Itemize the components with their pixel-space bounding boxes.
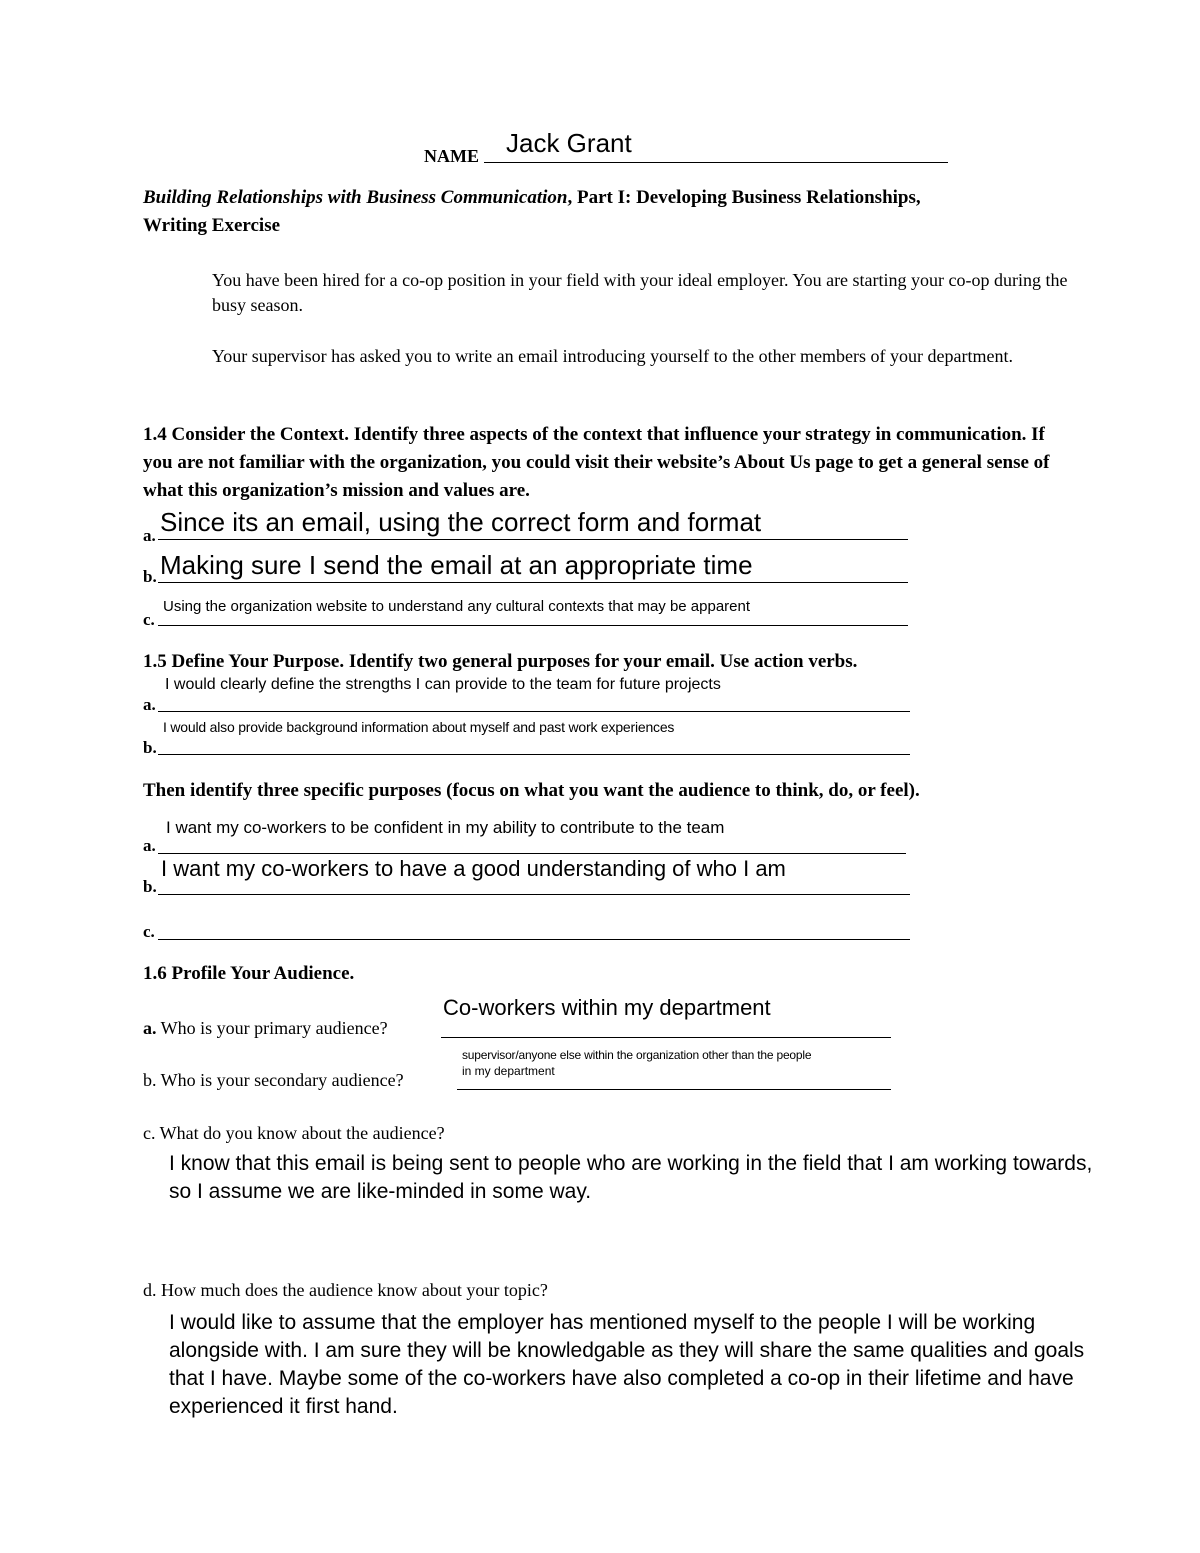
section-1-4-heading: 1.4 Consider the Context. Identify three aspects of the context that influence your strategy in communication. If you are not familiar with the organization, you could visit their website’s About Us page to get a general sense of what this organization’s mission and values are.: [143, 424, 1050, 501]
answer-1-5-b[interactable]: I would also provide background information about myself and past work experiences: [163, 719, 675, 735]
answer-1-5-specific-a[interactable]: I want my co-workers to be confident in my ability to contribute to the team: [166, 818, 725, 837]
topic-knowledge-question: d. How much does the audience know about your topic?: [143, 1280, 548, 1300]
topic-knowledge-answer[interactable]: I would like to assume that the employer has mentioned myself to the people I will be working alongside with. I am sure they will be knowledgable as they will share the same qualities and goals that I have. Maybe some of the co-workers have also completed a co-op in their lifetime and have experienced it first hand.: [169, 1311, 1085, 1418]
answer-line-1-4-a: [158, 539, 908, 540]
secondary-audience-question: b. Who is your secondary audience?: [143, 1070, 404, 1090]
document-title: [143, 184, 973, 240]
primary-audience-line: [441, 1037, 891, 1038]
answer-1-5-specific-b[interactable]: I want my co-workers to have a good understanding of who I am: [161, 856, 786, 881]
answer-label-1-5-specific-a: a.: [143, 836, 156, 855]
answer-line-1-5-b: [158, 754, 910, 755]
answer-1-4-b[interactable]: Making sure I send the email at an appropriate time: [160, 550, 753, 580]
answer-line-1-5-specific-b: [158, 894, 910, 895]
answer-1-4-c[interactable]: Using the organization website to understand any cultural contexts that may be apparent: [163, 598, 751, 615]
answer-line-1-4-c: [158, 625, 908, 626]
intro-paragraph-1: You have been hired for a co-op position in your field with your ideal employer. You are starting your co-op during the busy season.: [212, 270, 1068, 315]
answer-label-1-4-b: b.: [143, 567, 157, 586]
primary-audience-question: [143, 1018, 388, 1039]
secondary-audience-answer-line1[interactable]: supervisor/anyone else within the organization other than the people: [462, 1048, 812, 1062]
title-italic: Building Relationships with Business Communication: [143, 187, 568, 208]
name-label: NAME: [424, 146, 479, 166]
intro-paragraph-2: Your supervisor has asked you to write an email introducing yourself to the other members of your department.: [212, 346, 1013, 366]
answer-1-4-a[interactable]: Since its an email, using the correct form and format: [160, 507, 762, 537]
answer-label-1-4-c: c.: [143, 610, 155, 629]
title-rest: , Part I: Developing Business Relationships, Writing Exercise: [143, 187, 921, 236]
answer-line-1-5-specific-c: [158, 939, 910, 940]
secondary-audience-line: [457, 1089, 891, 1090]
primary-audience-question-text: Who is your primary audience?: [156, 1018, 388, 1038]
name-field[interactable]: Jack Grant: [506, 128, 632, 158]
audience-knowledge-answer[interactable]: I know that this email is being sent to people who are working in the field that I am working towards, so I assume we are like-minded in some way.: [169, 1152, 1093, 1203]
primary-audience-label: a.: [143, 1018, 157, 1038]
answer-label-1-5-a: a.: [143, 695, 156, 714]
primary-audience-answer[interactable]: Co-workers within my department: [443, 995, 771, 1020]
answer-1-5-a[interactable]: I would clearly define the strengths I can provide to the team for future projects: [165, 676, 721, 693]
answer-line-1-5-a: [158, 711, 910, 712]
name-underline: [484, 162, 948, 163]
answer-label-1-5-b: b.: [143, 738, 157, 757]
answer-line-1-5-specific-a: [158, 853, 906, 854]
answer-line-1-4-b: [158, 582, 908, 583]
section-1-5-heading: 1.5 Define Your Purpose. Identify two general purposes for your email. Use action verbs.: [143, 651, 858, 672]
audience-knowledge-question: c. What do you know about the audience?: [143, 1123, 445, 1143]
answer-label-1-5-specific-b: b.: [143, 877, 157, 896]
secondary-audience-answer-line2[interactable]: in my department: [462, 1064, 555, 1078]
answer-label-1-4-a: a.: [143, 526, 156, 545]
answer-label-1-5-specific-c: c.: [143, 922, 155, 941]
section-1-6-heading: 1.6 Profile Your Audience.: [143, 963, 355, 984]
specific-purposes-heading: Then identify three specific purposes (focus on what you want the audience to think, do, or feel).: [143, 780, 920, 801]
